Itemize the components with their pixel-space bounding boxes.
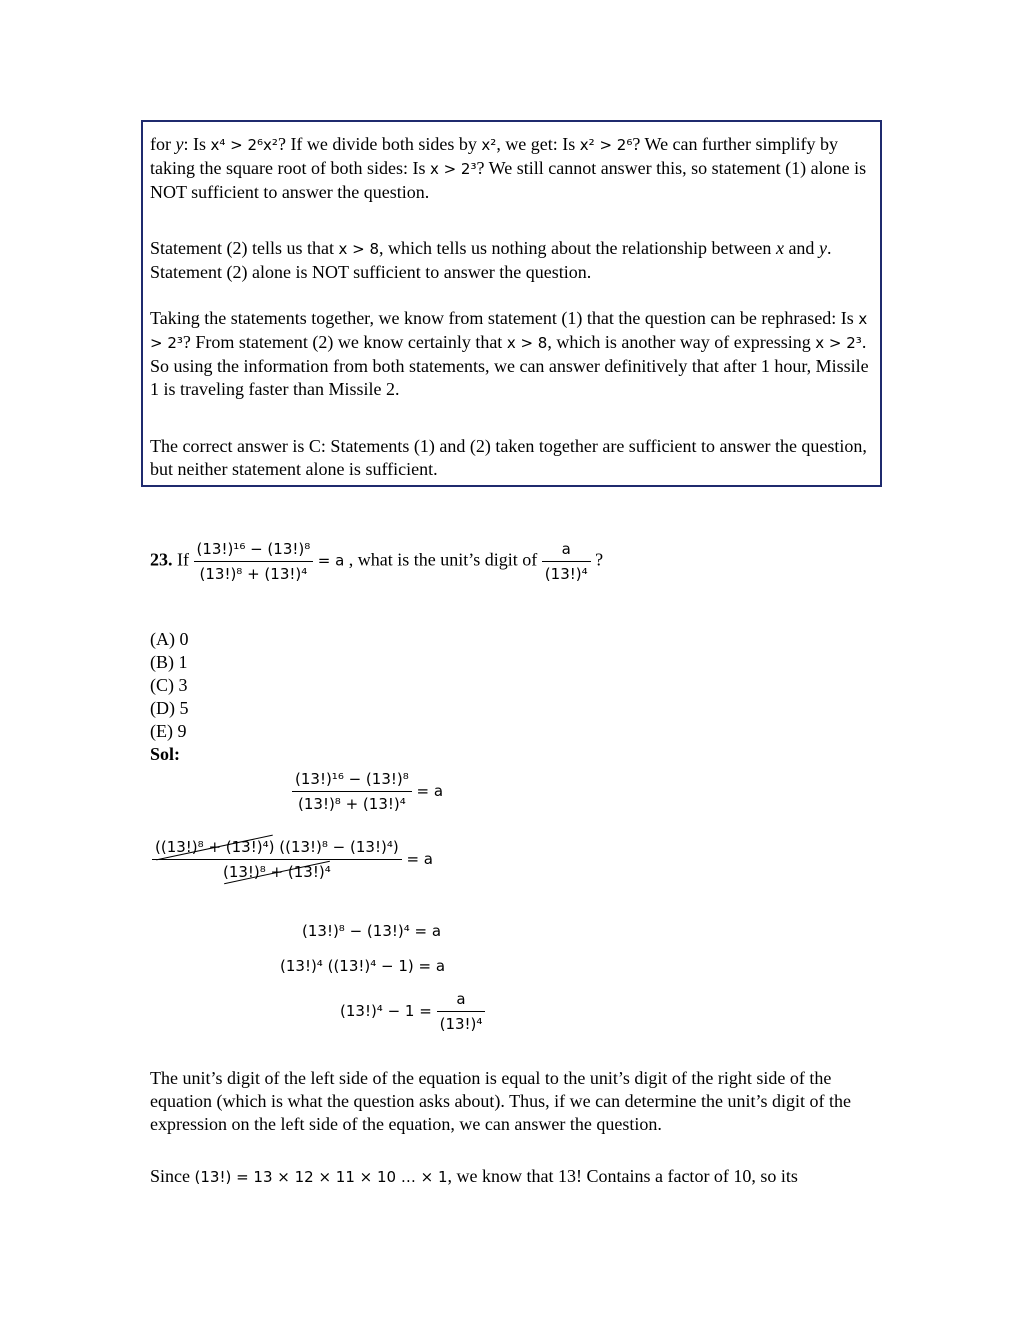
option-e: (E) 9 xyxy=(150,721,187,741)
since-text: Since xyxy=(150,1166,190,1186)
solution-step-2 xyxy=(152,838,433,881)
step1-fraction xyxy=(292,770,412,813)
solution-paragraph-1: The unit’s digit of the left side of the equation is equal to the unit’s digit of the right side of the equation (which is what the question asks about). Thus, if we can determine the unit’s digit of the expression on the left side of the equation, we can answer the question. xyxy=(150,1068,852,1134)
expression: x² xyxy=(481,136,497,154)
fraction-numerator: a xyxy=(437,990,486,1012)
option-c: (C) 3 xyxy=(150,675,188,695)
text: : Is xyxy=(183,134,211,154)
text: for xyxy=(150,134,176,154)
text: Statement (2) tells us that xyxy=(150,238,339,258)
explanation-paragraph-4: The correct answer is C: Statements (1) and (2) taken together are sufficient to answer the question, but neither statement alone is sufficient. xyxy=(150,436,867,479)
question-number: 23. xyxy=(150,549,173,570)
solution-paragraph-2 xyxy=(150,1166,872,1187)
question-prefix: If xyxy=(177,549,189,570)
variable-y: y xyxy=(175,134,184,154)
text: and xyxy=(783,238,819,258)
text: , we get: Is xyxy=(496,134,580,154)
text: ? If we divide both sides by xyxy=(277,134,482,154)
solution-step-4: (13!)⁴ ((13!)⁴ − 1) = a xyxy=(280,957,446,975)
since-rest: , we know that 13! Contains a factor of 10, so its xyxy=(447,1166,798,1186)
fraction-denominator xyxy=(152,860,402,881)
option-b: (B) 1 xyxy=(150,652,188,672)
fraction-numerator: a xyxy=(542,540,591,562)
text: . Statement (2) alone is NOT sufficient to answer the question. xyxy=(150,238,832,282)
question-23 xyxy=(150,540,850,583)
answer-options xyxy=(150,628,189,766)
question-middle: , what is the unit’s digit of xyxy=(348,549,538,570)
fraction-numerator: (13!)¹⁶ − (13!)⁸ xyxy=(194,540,314,562)
fraction-denominator: (13!)⁸ + (13!)⁴ xyxy=(298,795,406,813)
text: , which tells us nothing about the relationship between xyxy=(379,238,776,258)
explanation-paragraph-1 xyxy=(150,133,872,204)
inequality: x > 2³ xyxy=(150,310,868,352)
fraction-numerator: (13!)¹⁶ − (13!)⁸ xyxy=(292,770,412,792)
cancelled-factor: ((13!)⁸ + (13!)⁴) xyxy=(155,838,275,856)
text: ? We can further simplify by taking the square root of both sides: Is xyxy=(150,134,839,178)
inequality: x⁴ > 2⁶x² xyxy=(210,136,278,154)
equals-a: = a xyxy=(317,551,345,570)
step1-rhs: = a xyxy=(416,782,444,800)
fraction-denominator: (13!)⁸ + (13!)⁴ xyxy=(199,565,308,583)
inequality: x > 8 xyxy=(506,334,548,352)
question-fraction xyxy=(194,540,314,583)
inequality: x > 2³ xyxy=(815,334,862,352)
explanation-box xyxy=(141,120,882,487)
solution-step-1 xyxy=(292,770,443,813)
fraction-denominator: (13!)⁴ xyxy=(439,1015,483,1033)
step2-rhs: = a xyxy=(406,850,433,868)
text: . So using the information from both statements, we can answer definitively that after 1 hour, Missile 1 is traveling faster than Missile 2. xyxy=(150,332,869,399)
solution-label: Sol: xyxy=(150,744,181,764)
target-fraction xyxy=(542,540,591,583)
step5-lhs: (13!)⁴ − 1 = xyxy=(340,1002,432,1020)
cancelled-denominator: (13!)⁸ + (13!)⁴ xyxy=(222,863,331,881)
fraction-numerator xyxy=(152,838,402,860)
question-suffix: ? xyxy=(595,549,604,570)
text: , which is another way of expressing xyxy=(547,332,816,352)
solution-step-5 xyxy=(340,990,485,1033)
explanation-paragraph-3 xyxy=(150,307,872,401)
variable-y: y xyxy=(818,238,827,258)
variable-x: x xyxy=(775,238,784,258)
inequality: x > 2³ xyxy=(429,160,477,178)
fraction-denominator: (13!)⁴ xyxy=(544,565,588,583)
option-a: (A) 0 xyxy=(150,629,189,649)
text: ? We still cannot answer this, so statement (1) alone is NOT sufficient to answer the question. xyxy=(150,158,867,202)
step2-fraction xyxy=(152,838,402,881)
inequality: x² > 2⁶ xyxy=(579,136,633,154)
text: ? From statement (2) we know certainly that xyxy=(182,332,507,352)
step5-fraction xyxy=(437,990,486,1033)
explanation-paragraph-2 xyxy=(150,237,872,284)
solution-step-3: (13!)⁸ − (13!)⁴ = a xyxy=(302,922,442,940)
factorial-expression: (13!) = 13 × 12 × 11 × 10 … × 1 xyxy=(194,1168,448,1186)
remaining-factor: ((13!)⁸ − (13!)⁴) xyxy=(279,838,399,856)
text: Taking the statements together, we know from statement (1) that the question can be rephrased: Is xyxy=(150,308,859,328)
inequality: x > 8 xyxy=(338,240,379,258)
option-d: (D) 5 xyxy=(150,698,189,718)
